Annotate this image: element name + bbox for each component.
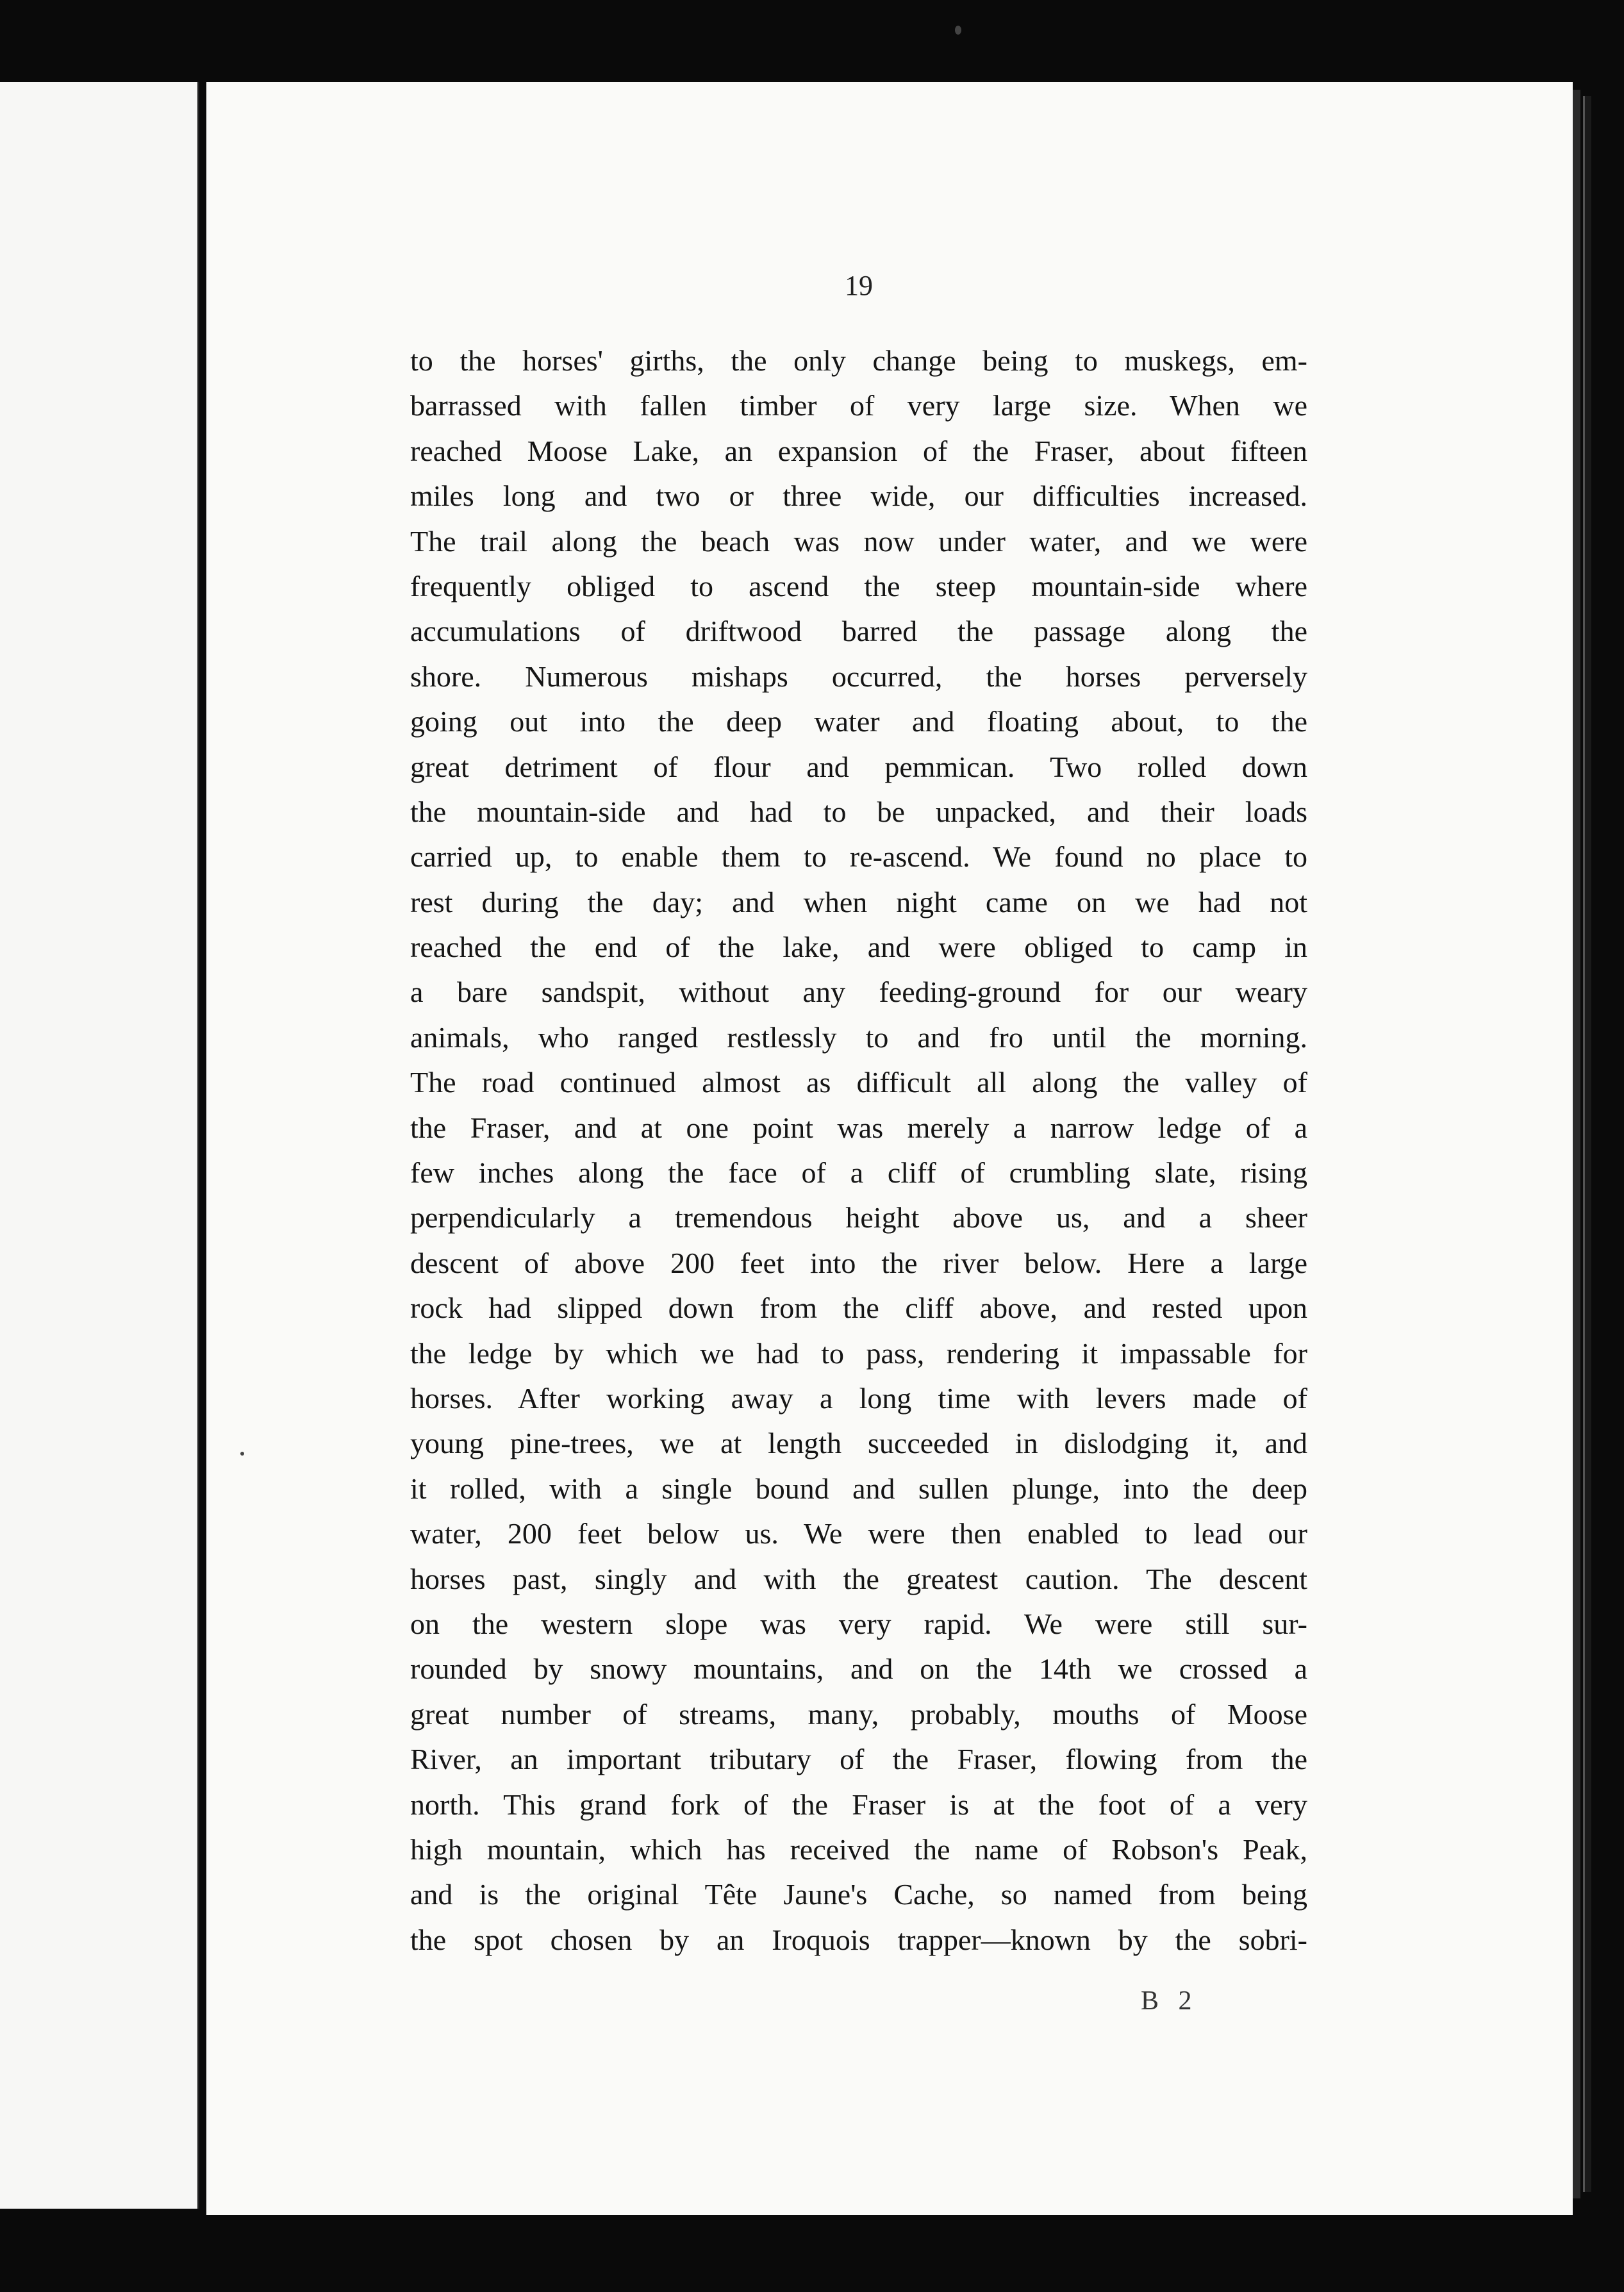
text-line: water, 200 feet below us. We were then enabled to lead our [410, 1517, 1307, 1550]
text-line: to the horses' girths, the only change being to muskegs, em- [410, 344, 1307, 377]
text-line: it rolled, with a single bound and sullen plunge, into the deep [410, 1472, 1307, 1505]
text-line: The trail along the beach was now under water, and we were [410, 524, 1307, 558]
text-line: animals, who ranged restlessly to and fro until the morning. [410, 1020, 1307, 1054]
text-line: on the western slope was very rapid. We were still sur- [410, 1607, 1307, 1640]
text-line: descent of above 200 feet into the river below. Here a large [410, 1246, 1307, 1279]
text-line: the mountain-side and had to be unpacked, and their loads [410, 795, 1307, 828]
text-line: River, an important tributary of the Fraser, flowing from the [410, 1743, 1307, 1776]
text-line: accumulations of driftwood barred the passage along the [410, 615, 1307, 648]
signature-mark: B 2 [1141, 1986, 1198, 2016]
text-line: carried up, to enable them to re-ascend. We found no place to [410, 840, 1307, 874]
text-line: reached Moose Lake, an expansion of the Fraser, about fifteen [410, 434, 1307, 467]
text-line: north. This grand fork of the Fraser is at the foot of a very [410, 1788, 1307, 1821]
text-line: great number of streams, many, probably, mouths of Moose [410, 1697, 1307, 1731]
text-line: perpendicularly a tremendous height above us, and a sheer [410, 1201, 1307, 1234]
page-edge [1573, 90, 1580, 2198]
text-line: The road continued almost as difficult all along the valley of [410, 1066, 1307, 1099]
text-line: rock had slipped down from the cliff above, and rested upon [410, 1291, 1307, 1325]
text-line: horses past, singly and with the greatest caution. The descent [410, 1562, 1307, 1595]
text-line: and is the original Tête Jaune's Cache, so named from being [410, 1878, 1307, 1911]
text-line: going out into the deep water and floating about, to the [410, 705, 1307, 738]
text-line: the ledge by which we had to pass, rendering it impassable for [410, 1336, 1307, 1370]
text-line: shore. Numerous mishaps occurred, the horses perversely [410, 660, 1307, 693]
body-text [410, 338, 1307, 1963]
left-page [0, 82, 199, 2209]
page-edge-shadow [1583, 96, 1591, 2192]
text-line: young pine-trees, we at length succeeded in dislodging it, and [410, 1427, 1307, 1460]
scan-speck [955, 26, 961, 35]
text-line: few inches along the face of a cliff of crumbling slate, rising [410, 1156, 1307, 1190]
text-line: a bare sandspit, without any feeding-ground for our weary [410, 976, 1307, 1009]
text-line: frequently obliged to ascend the steep mountain-side where [410, 569, 1307, 602]
text-line: high mountain, which has received the name of Robson's Peak, [410, 1832, 1307, 1866]
text-line: the spot chosen by an Iroquois trapper—known by the sobri- [410, 1923, 1307, 1956]
scan-speck [240, 1452, 244, 1456]
text-line: the Fraser, and at one point was merely a narrow ledge of a [410, 1111, 1307, 1144]
text-line: great detriment of flour and pemmican. Two rolled down [410, 750, 1307, 783]
text-line: barrassed with fallen timber of very large size. When we [410, 389, 1307, 422]
text-line: rounded by snowy mountains, and on the 14th we crossed a [410, 1652, 1307, 1686]
text-line: rest during the day; and when night came on we had not [410, 885, 1307, 918]
text-line: reached the end of the lake, and were obliged to camp in [410, 931, 1307, 964]
text-line: miles long and two or three wide, our difficulties increased. [410, 479, 1307, 513]
page-number: 19 [845, 270, 873, 301]
text-line: horses. After working away a long time with levers made of [410, 1381, 1307, 1415]
